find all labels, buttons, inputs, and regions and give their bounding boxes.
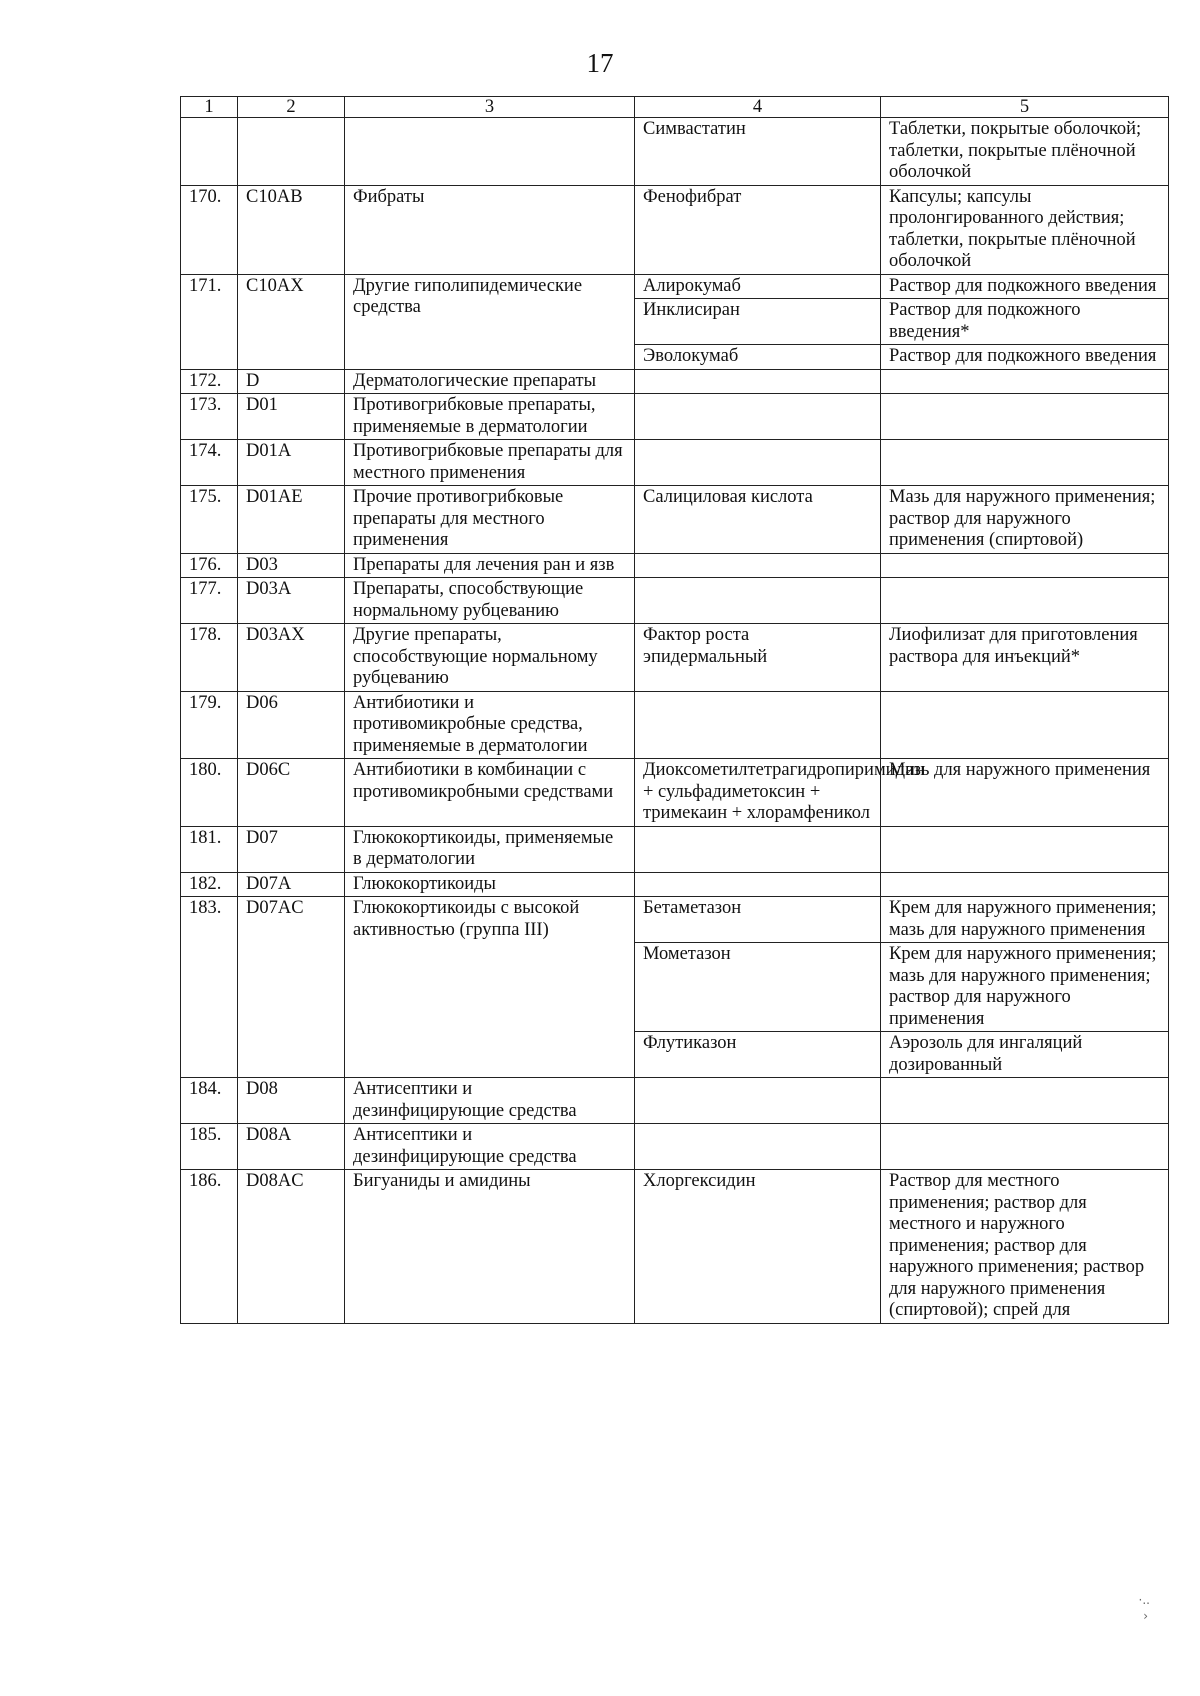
group-name: Антибиотики и противомикробные средства, применяемые в дерматологии [345,691,635,759]
dosage-form [881,826,1169,872]
drug-name [635,578,881,624]
drug-name: Инклисиран [635,299,881,345]
row-number: 179. [181,691,238,759]
table-row [181,872,1169,897]
dosage-form: Лиофилизат для приготовления раствора для инъекций* [881,624,1169,692]
row-number: 177. [181,578,238,624]
dosage-form [881,440,1169,486]
group-name: Антисептики и дезинфицирующие средства [345,1124,635,1170]
table-row [181,369,1169,394]
dosage-form: Таблетки, покрытые оболочкой; таблетки, покрытые плёночной оболочкой [881,118,1169,186]
row-number: 183. [181,897,238,1078]
atc-code: D03AX [238,624,345,692]
row-number: 184. [181,1078,238,1124]
row-number: 181. [181,826,238,872]
row-number: 182. [181,872,238,897]
dosage-form: Мазь для наружного применения [881,759,1169,827]
column-header: 1 [181,97,238,118]
row-number: 173. [181,394,238,440]
group-name: Фибраты [345,185,635,274]
table-row [181,553,1169,578]
row-number: 185. [181,1124,238,1170]
dosage-form [881,578,1169,624]
drug-name: Флутиказон [635,1032,881,1078]
atc-code: D [238,369,345,394]
table-row [181,486,1169,554]
table-row [181,759,1169,827]
group-name: Препараты для лечения ран и язв [345,553,635,578]
column-header: 5 [881,97,1169,118]
group-name: Глюкокортикоиды [345,872,635,897]
table-row [181,118,1169,186]
atc-code: D06 [238,691,345,759]
table-row [181,1078,1169,1124]
dosage-form [881,1078,1169,1124]
table-row [181,578,1169,624]
atc-code: D03 [238,553,345,578]
group-name: Антисептики и дезинфицирующие средства [345,1078,635,1124]
table-row [181,691,1169,759]
dosage-form [881,369,1169,394]
atc-code: D08A [238,1124,345,1170]
column-header: 4 [635,97,881,118]
row-number: 171. [181,274,238,369]
group-name: Противогрибковые препараты, применяемые в дерматологии [345,394,635,440]
drug-name [635,394,881,440]
drug-name: Бетаметазон [635,897,881,943]
atc-code: D07A [238,872,345,897]
row-number [181,118,238,186]
row-number: 178. [181,624,238,692]
atc-code: D07 [238,826,345,872]
column-header: 3 [345,97,635,118]
row-number: 174. [181,440,238,486]
table-row [181,274,1169,299]
atc-code: D07AC [238,897,345,1078]
dosage-form: Крем для наружного применения; мазь для наружного применения; раствор для наружного применения [881,943,1169,1032]
atc-code: D06C [238,759,345,827]
drug-name: Фенофибрат [635,185,881,274]
group-name: Глюкокортикоиды с высокой активностью (группа III) [345,897,635,1078]
row-number: 170. [181,185,238,274]
dosage-form [881,872,1169,897]
row-number: 180. [181,759,238,827]
dosage-form: Мазь для наружного применения; раствор для наружного применения (спиртовой) [881,486,1169,554]
dosage-form [881,1124,1169,1170]
atc-code [238,118,345,186]
atc-code: D03A [238,578,345,624]
table-row [181,826,1169,872]
header-row [181,97,1169,118]
drug-name [635,1124,881,1170]
drug-name [635,872,881,897]
table-row [181,440,1169,486]
column-header: 2 [238,97,345,118]
dosage-form [881,394,1169,440]
group-name: Прочие противогрибковые препараты для местного применения [345,486,635,554]
atc-code: C10AB [238,185,345,274]
page-number: 17 [586,48,614,78]
table-row [181,394,1169,440]
group-name: Глюкокортикоиды, применяемые в дерматологии [345,826,635,872]
dosage-form: Раствор для подкожного введения [881,345,1169,370]
group-name: Бигуаниды и амидины [345,1170,635,1324]
drug-name: Салициловая кислота [635,486,881,554]
drug-name: Фактор роста эпидермальный [635,624,881,692]
drug-name: Эволокумаб [635,345,881,370]
atc-code: C10AX [238,274,345,369]
dosage-form: Раствор для подкожного введения* [881,299,1169,345]
table-row [181,1124,1169,1170]
drug-name [635,553,881,578]
drug-name: Симвастатин [635,118,881,186]
drug-name [635,440,881,486]
row-number: 175. [181,486,238,554]
table-row [181,897,1169,943]
row-number: 176. [181,553,238,578]
row-number: 172. [181,369,238,394]
drug-name: Хлоргексидин [635,1170,881,1324]
dosage-form [881,553,1169,578]
group-name: Антибиотики в комбинации с противомикробными средствами [345,759,635,827]
group-name: Противогрибковые препараты для местного применения [345,440,635,486]
atc-code: D01AE [238,486,345,554]
drug-name: Диоксометилтетрагидропиримидин + сульфадиметоксин + тримекаин + хлорамфеникол [635,759,881,827]
drug-name [635,1078,881,1124]
table-row [181,185,1169,274]
dosage-form: Крем для наружного применения; мазь для наружного применения [881,897,1169,943]
drug-table [180,96,1169,1324]
drug-name [635,369,881,394]
atc-code: D08AC [238,1170,345,1324]
drug-name [635,691,881,759]
drug-name [635,826,881,872]
dosage-form: Раствор для подкожного введения [881,274,1169,299]
atc-code: D08 [238,1078,345,1124]
atc-code: D01 [238,394,345,440]
dosage-form: Капсулы; капсулы пролонгированного действия; таблетки, покрытые плёночной оболочкой [881,185,1169,274]
dosage-form: Раствор для местного применения; раствор для местного и наружного применения; раствор для наружного применения; раствор для наружного применения (спиртовой); спрей для [881,1170,1169,1324]
dosage-form: Аэрозоль для ингаляций дозированный [881,1032,1169,1078]
group-name: Препараты, способствующие нормальному рубцеванию [345,578,635,624]
group-name: Дерматологические препараты [345,369,635,394]
table-row [181,1170,1169,1324]
atc-code: D01A [238,440,345,486]
drug-name: Алирокумаб [635,274,881,299]
row-number: 186. [181,1170,238,1324]
drug-name: Мометазон [635,943,881,1032]
group-name: Другие препараты, способствующие нормальному рубцеванию [345,624,635,692]
dosage-form [881,691,1169,759]
table-row [181,624,1169,692]
group-name: Другие гиполипидемические средства [345,274,635,369]
group-name [345,118,635,186]
